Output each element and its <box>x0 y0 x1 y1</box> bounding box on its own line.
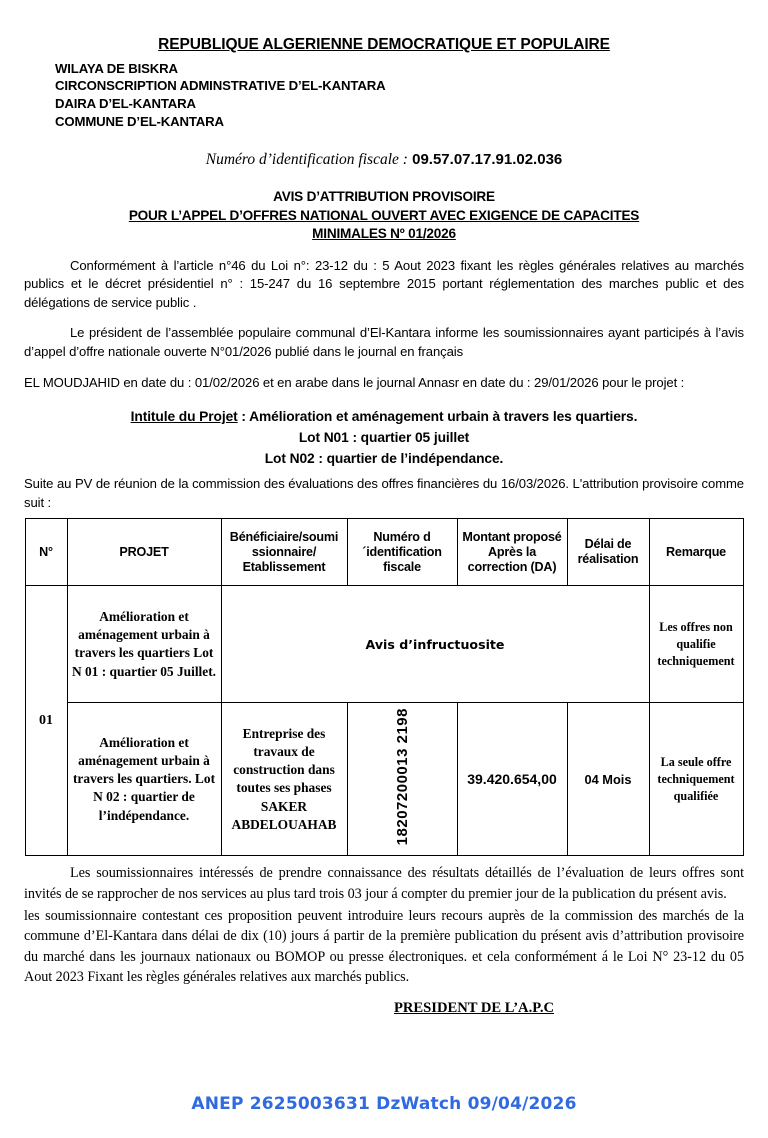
cell-fiscal-id-lot2 <box>347 703 457 856</box>
project-title-value: : Amélioration et aménagement urbain à travers les quartiers. <box>237 409 638 425</box>
notice-heading <box>0 188 768 242</box>
notice-line-3: MINIMALES Nº 01/2026 <box>312 225 456 241</box>
col-header-amount: Montant proposé Après la correction (DA) <box>457 519 567 586</box>
cell-merged-infructuosite: Avis d’infructuosite <box>221 586 649 703</box>
admin-line-commune: COMMUNE D’EL-KANTARA <box>55 114 224 130</box>
table-header-row <box>25 519 743 586</box>
fiscal-id-line <box>0 151 768 170</box>
paragraph-results-access: Les soumissionnaires intéressés de prendre connaissance des résultats détaillés de l’évaluation de leurs offres sont invités de se rapprocher de nos services au plus tard trois 03 jour á compter du premier jour de la publication du présent avis. <box>24 865 744 902</box>
col-header-beneficiary: Bénéficiaire/soumi ssionnaire/ Etablissement <box>221 519 347 586</box>
project-title-block <box>0 407 768 469</box>
cell-project-lot2: Amélioration et aménagement urbain à travers les quartiers. Lot N 02 : quartier de l’indépendance. <box>67 703 221 856</box>
col-header-fiscal-id: Numéro d´identification fiscale <box>347 519 457 586</box>
administrative-hierarchy <box>0 55 768 131</box>
paragraph-legal-basis: Conformément à l’article n°46 du Loi n°: 23-12 du : 5 Aout 2023 fixant les règles générales relatives au marchés publics et le décret présidentiel n° : 15-247 du 16 septembre 2015 portant réglementation des marches public et des délégations de service public . <box>24 257 744 310</box>
cell-row-number: 01 <box>25 586 67 856</box>
cell-remark-lot2: La seule offre techniquement qualifiée <box>649 703 743 856</box>
cell-beneficiary-lot2: Entreprise des travaux de construction dans toutes ses phases SAKER ABDELOUAHAB <box>221 703 347 856</box>
col-header-deadline: Délai de réalisation <box>567 519 649 586</box>
col-header-project: PROJET <box>67 519 221 586</box>
attribution-table <box>25 518 744 856</box>
cell-fiscal-id-value: 18207200013 2198 <box>393 708 411 846</box>
admin-line-circonscription: CIRCONSCRIPTION ADMINSTRATIVE D’EL-KANTARA <box>55 78 386 94</box>
cell-project-lot1: Amélioration et aménagement urbain à travers les quartiers Lot N 01 : quartier 05 Juillet. <box>67 586 221 703</box>
page-title: REPUBLIQUE ALGERIENNE DEMOCRATIQUE ET POPULAIRE <box>158 36 610 53</box>
fiscal-id-value: 09.57.07.17.91.02.036 <box>412 150 563 168</box>
notice-line-1: AVIS D’ATTRIBUTION PROVISOIRE <box>273 189 495 205</box>
table-row <box>25 703 743 856</box>
cell-deadline-lot2: 04 Mois <box>567 703 649 856</box>
signature-block: PRESIDENT DE L’A.P.C <box>393 999 555 1016</box>
col-header-number: N° <box>25 519 67 586</box>
paragraph-publication: EL MOUDJAHID en date du : 01/02/2026 et en arabe dans le journal Annasr en date du : 29/01/2026 pour le projet : <box>24 374 685 390</box>
lot-1-line: Lot N01 : quartier 05 juillet <box>298 429 470 445</box>
cell-remark-lot1: Les offres non qualifie techniquement <box>649 586 743 703</box>
paragraph-appeals: les soumissionnaire contestant ces proposition peuvent introduire leurs recours auprès de la commission des marchés de la commune d’El-Kantara dans délai de dix (10) jours á partir de la première publication du présent avis d’attribution provisoire du marché dans les journaux nationaux ou BOMOP ou presse électroniques. et cela conformément á le Loi N° 23-12 du 05 Aout 2023 Fixant les règles générales relatives aux marchés publics. <box>24 907 744 986</box>
anep-footer: ANEP 2625003631 DzWatch 09/04/2026 <box>191 1094 577 1114</box>
lot-2-line: Lot N02 : quartier de l’indépendance. <box>264 450 504 466</box>
paragraph-president-informs: Le président de l’assemblée populaire communal d’El-Kantara informe les soumissionnaires ayant participés à l’avis d’appel d’offre nationale ouverte N°01/2026 publié dans le journal en français <box>24 325 744 359</box>
paragraph-commission-meeting: Suite au PV de réunion de la commission des évaluations des offres financières du 16/03/2026. L'attribution provisoire comme suit : <box>24 476 744 510</box>
project-title-line <box>0 407 768 428</box>
admin-line-wilaya: WILAYA DE BISKRA <box>55 60 178 76</box>
cell-amount-lot2: 39.420.654,00 <box>457 703 567 856</box>
admin-line-daira: DAIRA D’EL-KANTARA <box>55 96 196 112</box>
project-title-label: Intitule du Projet <box>130 409 238 425</box>
notice-line-2: POUR L’APPEL D’OFFRES NATIONAL OUVERT AVEC EXIGENCE DE CAPACITES <box>128 207 640 223</box>
fiscal-id-label: Numéro d’identification fiscale : <box>205 150 408 168</box>
table-row <box>25 586 743 703</box>
col-header-remark: Remarque <box>649 519 743 586</box>
